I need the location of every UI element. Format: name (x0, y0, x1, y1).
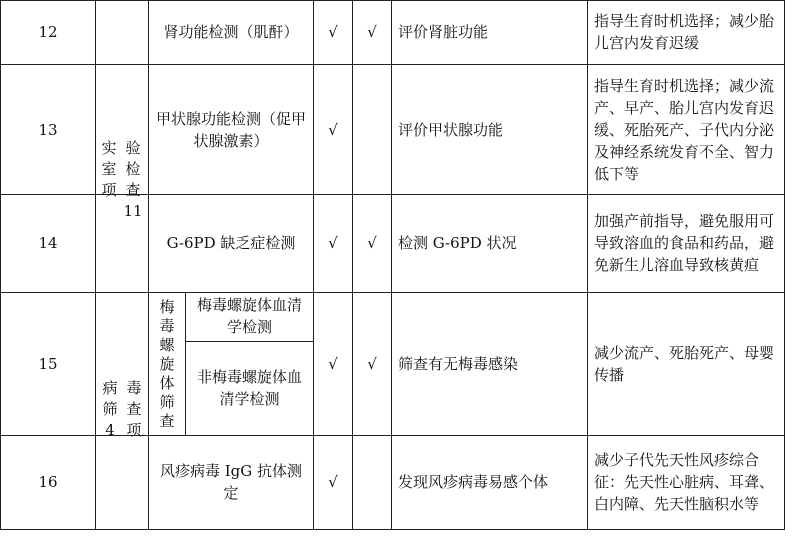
col-divider (587, 0, 588, 530)
row-number: 14 (38, 234, 58, 252)
col-divider (148, 0, 149, 530)
guidance-line: 指导生育时机选择；减少胎 (594, 12, 775, 30)
subrow-divider (185, 341, 313, 342)
row-number: 15 (38, 355, 58, 373)
guidance-line: 减少流产、死胎死产、母婴 (594, 344, 775, 362)
guidance-line: 指导生育时机选择；减少流 (594, 77, 775, 95)
guidance-line: 传播 (594, 366, 625, 384)
guidance-line: 白内障、先天性脑积水等 (594, 495, 760, 513)
row-divider (0, 64, 785, 65)
row-number: 16 (38, 473, 58, 491)
item-name-line: 风疹病毒 IgG 抗体测 (159, 462, 303, 480)
check-mark: √ (328, 234, 338, 252)
group-label-lab: 验 检 查 11 (123, 139, 143, 220)
item-name-line: 梅毒螺旋体血清 (196, 296, 302, 314)
check-mark: √ (328, 23, 338, 41)
purpose-text: 评价肾脏功能 (398, 23, 489, 41)
check-mark: √ (367, 234, 377, 252)
col-divider (313, 0, 314, 530)
item-name-line: 甲状腺功能检测（促甲 (155, 110, 306, 128)
purpose-text: 评价甲状腺功能 (398, 121, 504, 139)
col-divider (784, 0, 785, 530)
col-divider (352, 0, 353, 530)
check-mark: √ (367, 355, 377, 373)
guidance-line: 及神经系统发育不全、智力 (594, 143, 775, 161)
col-divider (391, 0, 392, 530)
check-mark: √ (328, 473, 338, 491)
row-number: 12 (38, 23, 58, 41)
guidance-line: 减少子代先天性风疹综合 (594, 451, 760, 469)
row-divider (0, 0, 785, 1)
guidance-line: 缓、死胎死产、子代内分泌 (594, 121, 775, 139)
guidance-line: 产、早产、胎儿宫内发育迟 (594, 99, 775, 117)
guidance-line: 导致溶血的食品和药品，避 (594, 234, 775, 252)
row-divider (0, 292, 785, 293)
group-label-virus: 病 筛 4 (102, 379, 118, 439)
item-name-line: 状腺激素） (193, 132, 269, 150)
guidance-line: 低下等 (594, 165, 640, 183)
item-name-line: 非梅毒螺旋体血 (196, 368, 302, 386)
item-name-line: 清学检测 (219, 390, 280, 408)
col-divider (0, 0, 1, 530)
item-name: G-6PD 缺乏症检测 (166, 234, 296, 252)
item-name-line: 学检测 (226, 318, 272, 336)
purpose-text: 发现风疹病毒易感个体 (398, 473, 549, 491)
guidance-line: 免新生儿溶血导致核黄疸 (594, 256, 760, 274)
group-label-lab: 实 室 项 (101, 139, 117, 199)
check-mark: √ (328, 121, 338, 139)
item-name-line: 定 (223, 484, 239, 502)
row-divider (0, 529, 785, 530)
purpose-text: 检测 G-6PD 状况 (398, 234, 517, 252)
item-name: 肾功能检测（肌酐） (163, 23, 299, 41)
col-divider (95, 0, 96, 530)
guidance-line: 征：先天性心脏病、耳聋、 (594, 473, 775, 491)
purpose-text: 筛查有无梅毒感染 (398, 355, 519, 373)
row-number: 13 (38, 121, 58, 139)
check-mark: √ (328, 355, 338, 373)
group-label-virus: 毒 查 项 (126, 379, 142, 439)
guidance-line: 儿宫内发育迟缓 (594, 34, 700, 52)
subgroup-label-syphilis: 梅 毒 螺 旋 体 筛 查 (159, 298, 175, 430)
check-mark: √ (367, 23, 377, 41)
guidance-line: 加强产前指导，避免服用可 (594, 212, 775, 230)
